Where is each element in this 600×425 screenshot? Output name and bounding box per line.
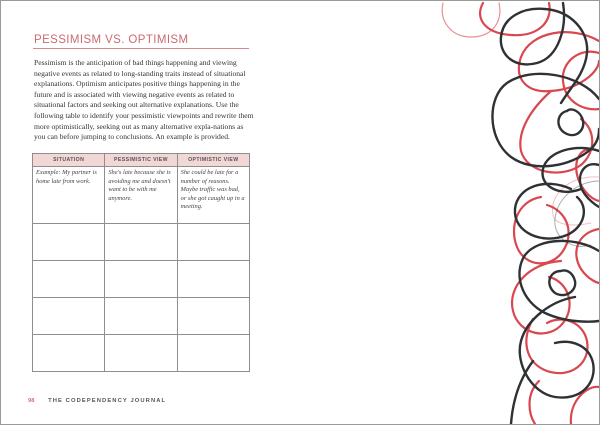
book-title: THE CODEPENDENCY JOURNAL [48, 398, 167, 404]
optimistic-cell[interactable] [177, 298, 249, 335]
pessimistic-cell[interactable] [105, 261, 177, 298]
table-header-row [33, 154, 250, 167]
pessimistic-cell[interactable] [105, 224, 177, 261]
swirl-red-loop [442, 3, 500, 37]
swirl-red-loop [571, 387, 599, 424]
swirl-red-loop [576, 229, 599, 283]
header-situation: SITUATION [33, 154, 105, 167]
example-pessimistic: She's late because she is avoiding me and doesn't want to be with me anymore. [105, 167, 177, 224]
title-underline [33, 48, 249, 49]
example-row [33, 167, 250, 224]
section-title: PESSIMISM VS. OPTIMISM [34, 34, 189, 46]
optimistic-cell[interactable] [177, 335, 249, 372]
table-row [33, 335, 250, 372]
situation-cell[interactable] [33, 335, 105, 372]
pessimistic-cell[interactable] [105, 335, 177, 372]
header-optimistic-view: OPTIMISTIC VIEW [177, 154, 249, 167]
optimistic-cell[interactable] [177, 261, 249, 298]
page-number: 98 [28, 398, 35, 404]
table-row [33, 298, 250, 335]
swirl-decoration [421, 1, 599, 424]
swirl-dark-loop [501, 3, 587, 103]
worksheet-table [32, 153, 250, 372]
example-optimistic: She could be late for a number of reasons. Maybe traffic was bad, or she got caught up in a meeting. [177, 167, 249, 224]
intro-paragraph: Pessimism is the anticipation of bad things happening and viewing negative events as related to long-standing traits instead of situational explanations. Optimism anticipates positive things happening in the future and is associated with viewing negative events as related to situational factors and seeking out alternative explanations. Use the following table to identify your pessimistic viewpoints and rewrite them more optimistically, seeking out as many alternative expla-nations as you can before jumping to conclusions. An example is provided. [34, 58, 254, 142]
situation-cell[interactable] [33, 224, 105, 261]
swirl-dark-loop [558, 109, 583, 135]
swirl-dark-loop [520, 297, 594, 398]
situation-cell[interactable] [33, 261, 105, 298]
table-row [33, 224, 250, 261]
optimistic-cell[interactable] [177, 224, 249, 261]
pessimistic-cell[interactable] [105, 298, 177, 335]
swirl-dark-loop [549, 270, 575, 295]
swirl-red-loop [526, 319, 587, 373]
situation-cell[interactable] [33, 298, 105, 335]
table-row [33, 261, 250, 298]
swirl-red-loop [563, 52, 599, 110]
header-pessimistic-view: PESSIMISTIC VIEW [105, 154, 177, 167]
page-footer [28, 398, 166, 404]
example-situation: Example: My partner is home late from work. [33, 167, 105, 224]
